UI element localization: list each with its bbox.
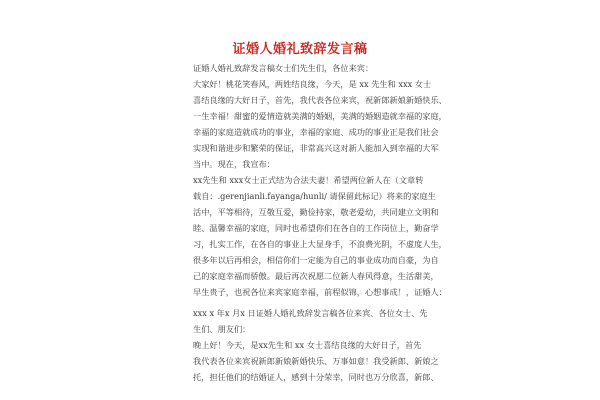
document-line: 当中。现在，我宣布： — [193, 159, 275, 169]
document-line: 喜结良缘的大好日子，首先，我代表各位来宾，祝新郎新娘新婚快乐、 — [193, 95, 447, 105]
document-line: 我代表各位来宾祝新郎新娘新婚快乐、万事如意！我受新郎、新娘之 — [193, 356, 439, 366]
document-line: 证婚人婚礼致辞发言稿女士们先生们，各位来宾： — [193, 63, 374, 73]
document-line: 睦、温馨幸福的家庭，同时也希望你们在各自的工作岗位上，勤奋学 — [193, 223, 439, 233]
document-line: 晚上好！今天，是xx先生和 xx 女士喜结良缘的大好日子，首先 — [193, 340, 422, 350]
document-title: 证婚人婚礼致辞发言稿 — [232, 42, 368, 57]
document-line: 大家好！桃花笑春风，两姓结良缘，今天，是 xx 先生和 xxx 女士 — [193, 79, 432, 89]
document-line: 托，担任他们的结婚证人，感到十分荣幸，同时也万分欣喜，新郎、 — [193, 372, 439, 382]
document-line: 一生幸福！甜蜜的爱情造就美满的婚姻，美满的婚姻造就幸福的家庭， — [193, 111, 447, 121]
document-line: xxx x 年x 月x 日证婚人婚礼致辞发言稿各位来宾、各位女士、先 — [193, 308, 428, 318]
document-line: 实现和谐进步和繁荣的保证，非常高兴这对新人能加入到幸福的大军 — [193, 143, 439, 153]
document-line: 早生贵子，也祝各位来宾家庭幸福，前程似锦，心想事成！，证婚人： — [193, 287, 447, 297]
document-line: 很多年以后再相会，相信你们一定能为自己的事业成功而自豪，为自 — [193, 255, 439, 265]
document-line: 生们、朋友们： — [193, 324, 251, 334]
document-line: 习，扎实工作，在各自的事业上大显身手，不浪费光阴，不虚度人生， — [193, 239, 447, 249]
document-line: xx先生和 xxx女士正式结为合法夫妻！希望两位新人在（文章转 — [193, 175, 424, 185]
document-line: 幸福的家庭造就成功的事业，幸福的家庭、成功的事业正是我们社会 — [193, 127, 439, 137]
document-line: 载自：.gerenjianli.fayanga/hunli/ 请保留此标记）将来的家庭生 — [193, 191, 436, 201]
document-line: 己的家庭幸福而骄傲。最后再次祝愿二位新人春风得意，生活甜美， — [193, 271, 439, 281]
document-line: 活中，平等相待，互敬互爱，勤俭持家，敬老爱幼，共同建立文明和 — [193, 207, 439, 217]
